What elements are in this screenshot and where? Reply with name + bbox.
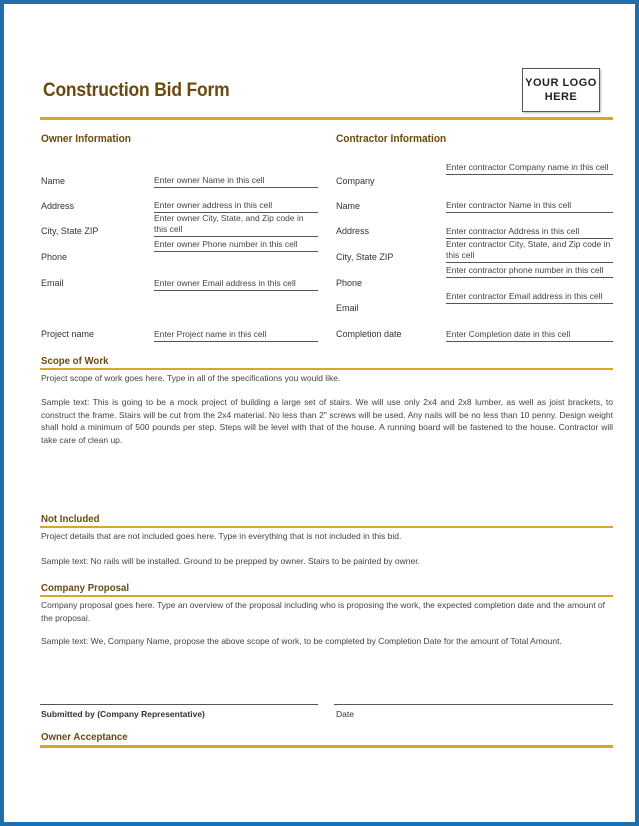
owner-email-label: Email [41, 278, 64, 288]
scope-intro: Project scope of work goes here. Type in all of the specifications you would like. [41, 373, 341, 383]
contractor-address-field[interactable]: Enter contractor Address in this cell [446, 226, 613, 239]
logo-line-2: HERE [544, 91, 578, 103]
contractor-email-field[interactable]: Enter contractor Email address in this cell [446, 291, 613, 304]
submitted-by-label: Submitted by (Company Representative) [41, 709, 205, 719]
contractor-phone-label: Phone [336, 278, 363, 288]
completion-date-label: Completion date [336, 329, 402, 339]
completion-date-field[interactable]: Enter Completion date in this cell [446, 329, 613, 342]
contractor-address-label: Address [336, 226, 370, 236]
proposal-intro: Company proposal goes here. Type an overview of the proposal including who is proposing the work, the expected completion date and the amount of the proposal. [41, 600, 606, 623]
contractor-heading: Contractor Information [336, 133, 447, 145]
project-name-label: Project name [41, 329, 95, 339]
owner-phone-field[interactable]: Enter owner Phone number in this cell [154, 239, 318, 252]
not-included-heading: Not Included [41, 513, 100, 525]
owner-address-label: Address [41, 201, 75, 211]
owner-heading: Owner Information [41, 133, 131, 145]
project-name-field[interactable]: Enter Project name in this cell [154, 329, 318, 342]
page-title: Construction Bid Form [43, 80, 230, 101]
scope-sample: Sample text: This is going to be a mock project of building a large set of stairs. We will use only 2x4 and 2x8 lumber, as well as joist brackets, to construct the frame. Stairs will be cut from the 2x4 material. No less than 2" screws will be used. Any nails will be no less than 10 penny. Design weight shall hold a minimum of 500 pounds per step. Steps will be level with that of the house. A running board will be fastened to the house. Contractor will take care of clean up. [41, 397, 613, 445]
contractor-phone-field[interactable]: Enter contractor phone number in this cell [446, 265, 613, 278]
owner-acceptance-divider [40, 745, 613, 748]
owner-email-field[interactable]: Enter owner Email address in this cell [154, 278, 318, 291]
contractor-name-field[interactable]: Enter contractor Name in this cell [446, 200, 613, 213]
contractor-city-label: City, State ZIP [336, 252, 394, 262]
form-page [4, 4, 635, 822]
logo-placeholder [522, 68, 600, 112]
contractor-city-field[interactable]: Enter contractor City, State, and Zip code in this cell [446, 239, 613, 263]
not-included-intro: Project details that are not included goes here. Type in everything that is not included in this bid. [41, 531, 402, 541]
contractor-company-field[interactable]: Enter contractor Company name in this cell [446, 162, 613, 175]
owner-acceptance-heading: Owner Acceptance [41, 731, 128, 743]
owner-city-label: City, State ZIP [41, 226, 99, 236]
submitted-by-line [40, 704, 318, 705]
contractor-company-label: Company [336, 176, 375, 186]
scope-heading: Scope of Work [41, 355, 109, 367]
proposal-sample: Sample text: We, Company Name, propose the above scope of work, to be completed by Completion Date for the amount of Total Amount. [41, 636, 562, 646]
owner-phone-label: Phone [41, 252, 68, 262]
scope-divider [40, 368, 613, 370]
contractor-name-label: Name [336, 201, 361, 211]
date-line [334, 704, 613, 705]
owner-name-field[interactable]: Enter owner Name in this cell [154, 175, 318, 188]
logo-line-1: YOUR LOGO [525, 77, 597, 89]
proposal-heading: Company Proposal [41, 582, 130, 594]
owner-name-label: Name [41, 176, 66, 186]
proposal-divider [40, 595, 613, 597]
not-included-sample: Sample text: No rails will be installed. Ground to be prepped by owner. Stairs to be painted by owner. [41, 556, 420, 566]
owner-address-field[interactable]: Enter owner address in this cell [154, 200, 318, 213]
owner-city-field[interactable]: Enter owner City, State, and Zip code in this cell [154, 213, 318, 237]
contractor-email-label: Email [336, 303, 359, 313]
date-label: Date [336, 709, 354, 719]
not-included-divider [40, 526, 613, 528]
title-divider [40, 117, 613, 120]
